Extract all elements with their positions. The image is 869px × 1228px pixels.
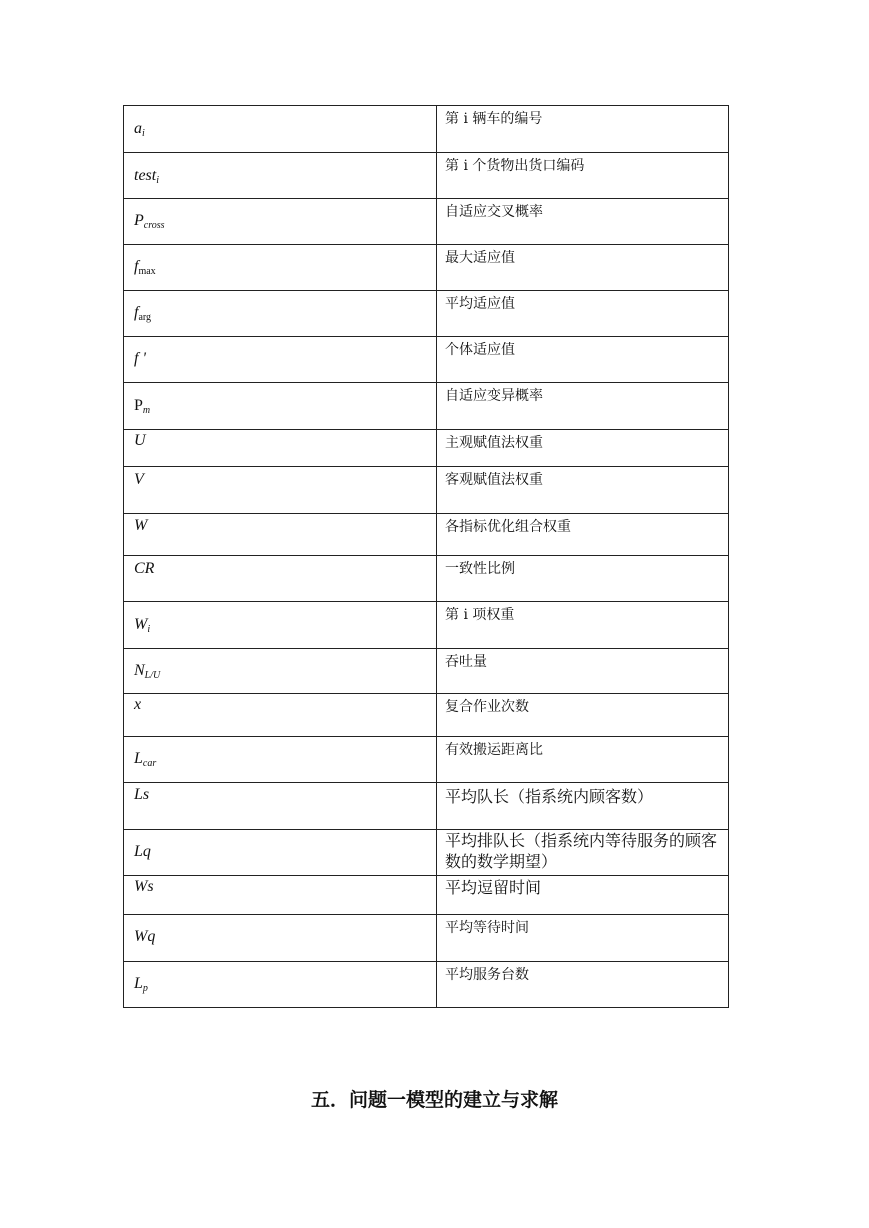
symbol-base: f <box>134 304 139 321</box>
table-row <box>124 556 729 602</box>
table-row <box>124 467 729 514</box>
symbol-base: W <box>134 616 148 633</box>
description-cell: 平均排队长（指系统内等待服务的顾客数的数学期望） <box>437 830 729 876</box>
description-cell: 有效搬运距离比 <box>437 737 729 783</box>
table-row <box>124 783 729 830</box>
symbol-cell <box>124 153 437 199</box>
symbol-cell <box>124 199 437 245</box>
symbol-cell <box>124 383 437 430</box>
description-cell: 平均队长（指系统内顾客数） <box>437 783 729 830</box>
table-row <box>124 430 729 467</box>
table-row <box>124 694 729 737</box>
table-row <box>124 737 729 783</box>
symbol-cell <box>124 467 437 514</box>
symbol-base: L <box>134 750 143 767</box>
symbol-base: Ls <box>134 786 150 803</box>
description-cell: 平均逗留时间 <box>437 876 729 915</box>
table-row <box>124 830 729 876</box>
symbol-cell <box>124 430 437 467</box>
symbol-base: U <box>134 432 146 449</box>
symbol-base: V <box>134 471 144 488</box>
symbol-base: f <box>134 258 139 275</box>
symbol-subscript: i <box>156 175 159 186</box>
symbol-base: P <box>134 212 144 229</box>
table-row <box>124 199 729 245</box>
symbol-cell <box>124 830 437 876</box>
symbol-base: test <box>134 167 157 184</box>
description-cell: 客观赋值法权重 <box>437 467 729 514</box>
description-cell: 平均服务台数 <box>437 962 729 1008</box>
table-row <box>124 962 729 1008</box>
description-cell: 各指标优化组合权重 <box>437 514 729 556</box>
description-cell: 吞吐量 <box>437 649 729 694</box>
description-cell: 复合作业次数 <box>437 694 729 737</box>
symbol-base: N <box>134 662 145 679</box>
symbol-cell <box>124 106 437 153</box>
table-row <box>124 291 729 337</box>
symbol-base: f ' <box>134 350 146 367</box>
table-row <box>124 915 729 962</box>
description-cell: 平均等待时间 <box>437 915 729 962</box>
symbol-subscript: max <box>138 266 156 277</box>
description-cell: 第 i 辆车的编号 <box>437 106 729 153</box>
symbol-cell <box>124 602 437 649</box>
symbol-base: CR <box>134 560 155 577</box>
table-row <box>124 514 729 556</box>
description-cell: 一致性比例 <box>437 556 729 602</box>
symbol-base: L <box>134 975 143 992</box>
symbol-cell <box>124 915 437 962</box>
symbol-cell <box>124 694 437 737</box>
symbol-cell <box>124 737 437 783</box>
table-row <box>124 602 729 649</box>
table-row <box>124 649 729 694</box>
description-cell: 平均适应值 <box>437 291 729 337</box>
symbol-subscript: cross <box>143 220 165 231</box>
symbol-base: x <box>134 696 142 713</box>
symbol-base: Lq <box>134 843 151 860</box>
symbol-base: W <box>134 517 148 534</box>
table-row <box>124 337 729 383</box>
table-row <box>124 383 729 430</box>
description-cell: 个体适应值 <box>437 337 729 383</box>
description-cell: 最大适应值 <box>437 245 729 291</box>
symbol-cell <box>124 649 437 694</box>
symbol-subscript: arg <box>138 312 152 323</box>
description-cell: 第 i 个货物出货口编码 <box>437 153 729 199</box>
symbol-subscript: car <box>142 758 157 769</box>
table-row <box>124 245 729 291</box>
symbol-table <box>123 105 729 1008</box>
table-row <box>124 153 729 199</box>
symbol-subscript: m <box>142 405 151 416</box>
symbol-base: a <box>134 120 142 137</box>
table-row <box>124 106 729 153</box>
symbol-cell <box>124 876 437 915</box>
description-cell: 主观赋值法权重 <box>437 430 729 467</box>
symbol-subscript: i <box>142 128 145 139</box>
symbol-subscript: p <box>142 983 148 994</box>
symbol-subscript: i <box>147 624 151 635</box>
symbol-cell <box>124 514 437 556</box>
symbol-cell <box>124 291 437 337</box>
description-cell: 自适应变异概率 <box>437 383 729 430</box>
symbol-base: Wq <box>134 928 156 945</box>
symbol-subscript: L/U <box>144 670 161 681</box>
description-cell: 第 i 项权重 <box>437 602 729 649</box>
symbol-cell <box>124 783 437 830</box>
table-row <box>124 876 729 915</box>
symbol-base: Ws <box>134 878 154 895</box>
symbol-cell <box>124 337 437 383</box>
symbol-cell <box>124 962 437 1008</box>
symbol-cell <box>124 556 437 602</box>
section-heading: 五．问题一模型的建立与求解 <box>310 1089 558 1111</box>
symbol-base: P <box>134 397 143 414</box>
description-cell: 自适应交叉概率 <box>437 199 729 245</box>
symbol-cell <box>124 245 437 291</box>
